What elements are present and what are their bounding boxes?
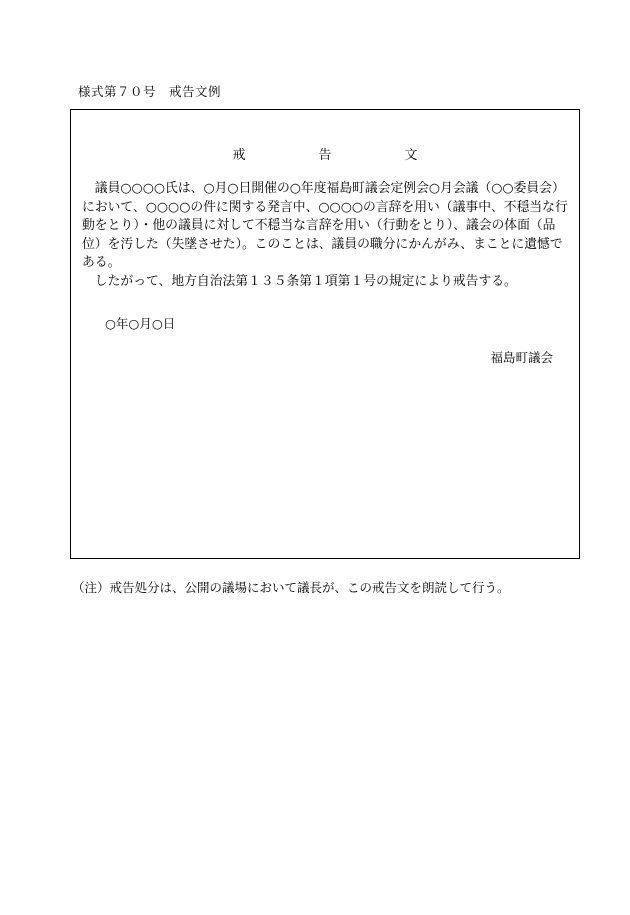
body-paragraph-1: 議員○○○○氏は、○月○日開催の○年度福島町議会定例会○月会議（○○委員会）において、○○○○の件に関する発言中、○○○○の言辞を用い（議事中、不穏当な行動をとり）・他の議員に対して不穏当な言辞を用い（行動をとり）、議会の体面（品位）を汚した（失墜させた）。このことは、議員の職分にかんがみ、まことに遺憾である。 (82, 181, 568, 271)
document-title: 戒 告 文 (232, 148, 448, 163)
document-frame (70, 109, 580, 559)
form-number-label: 様式第７０号 戒告文例 (78, 84, 222, 99)
footnote: （注）戒告処分は、公開の議場において議長が、この戒告文を朗読して行う。 (72, 580, 510, 595)
document-date: ○年○月○日 (105, 316, 176, 331)
document-body (82, 180, 572, 292)
body-paragraph-2: したがって、地方自治法第１３５条第１項第１号の規定により戒告する。 (94, 273, 517, 289)
issuer-name: 福島町議会 (490, 350, 553, 365)
